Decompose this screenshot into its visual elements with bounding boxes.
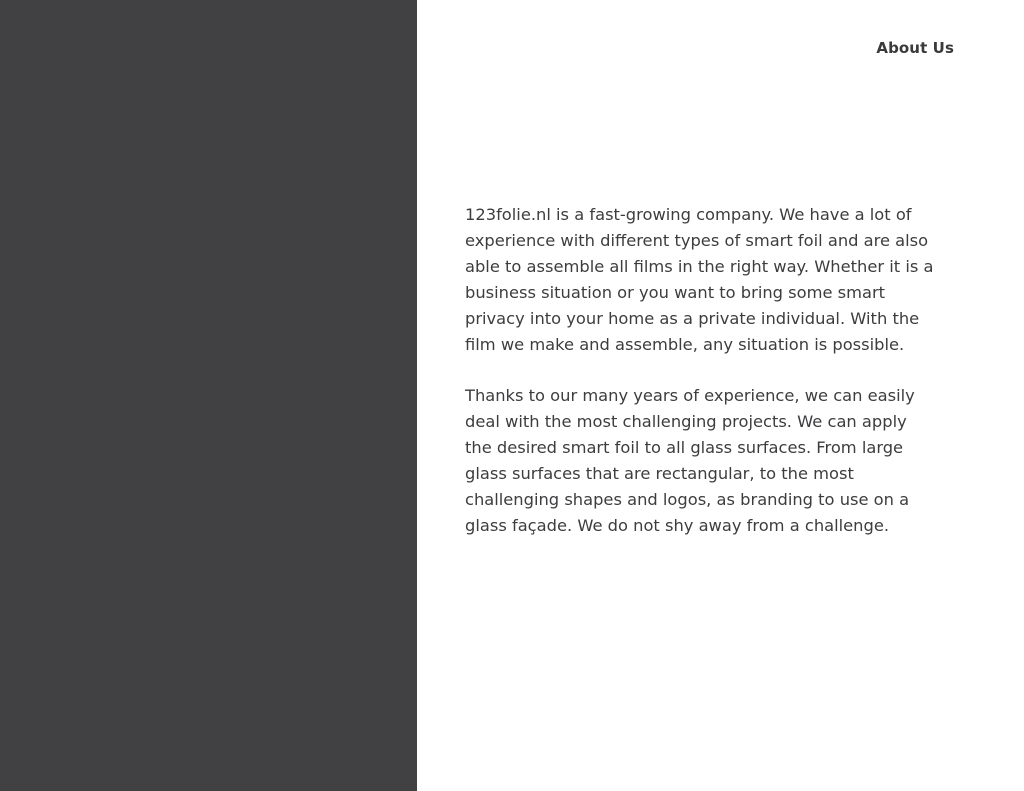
paragraph: 123folie.nl is a fast-growing company. We have a lot of experience with different types of smart foil and are also able to assemble all films in the right way. Whether it is a business situation or you want to bring some smart privacy into your home as a private individual. With the film we make and assemble, any situation is possible. (465, 205, 934, 354)
left-dark-panel (0, 0, 417, 791)
paragraph: Thanks to our many years of experience, we can easily deal with the most challenging projects. We can apply the desired smart foil to all glass surfaces. From large glass surfaces that are rectangular, to the most challenging shapes and logos, as branding to use on a glass façade. We do not shy away from a challenge. (465, 386, 915, 535)
right-content-panel (417, 0, 1024, 791)
about-text (465, 202, 935, 565)
page-title: About Us (876, 39, 954, 57)
